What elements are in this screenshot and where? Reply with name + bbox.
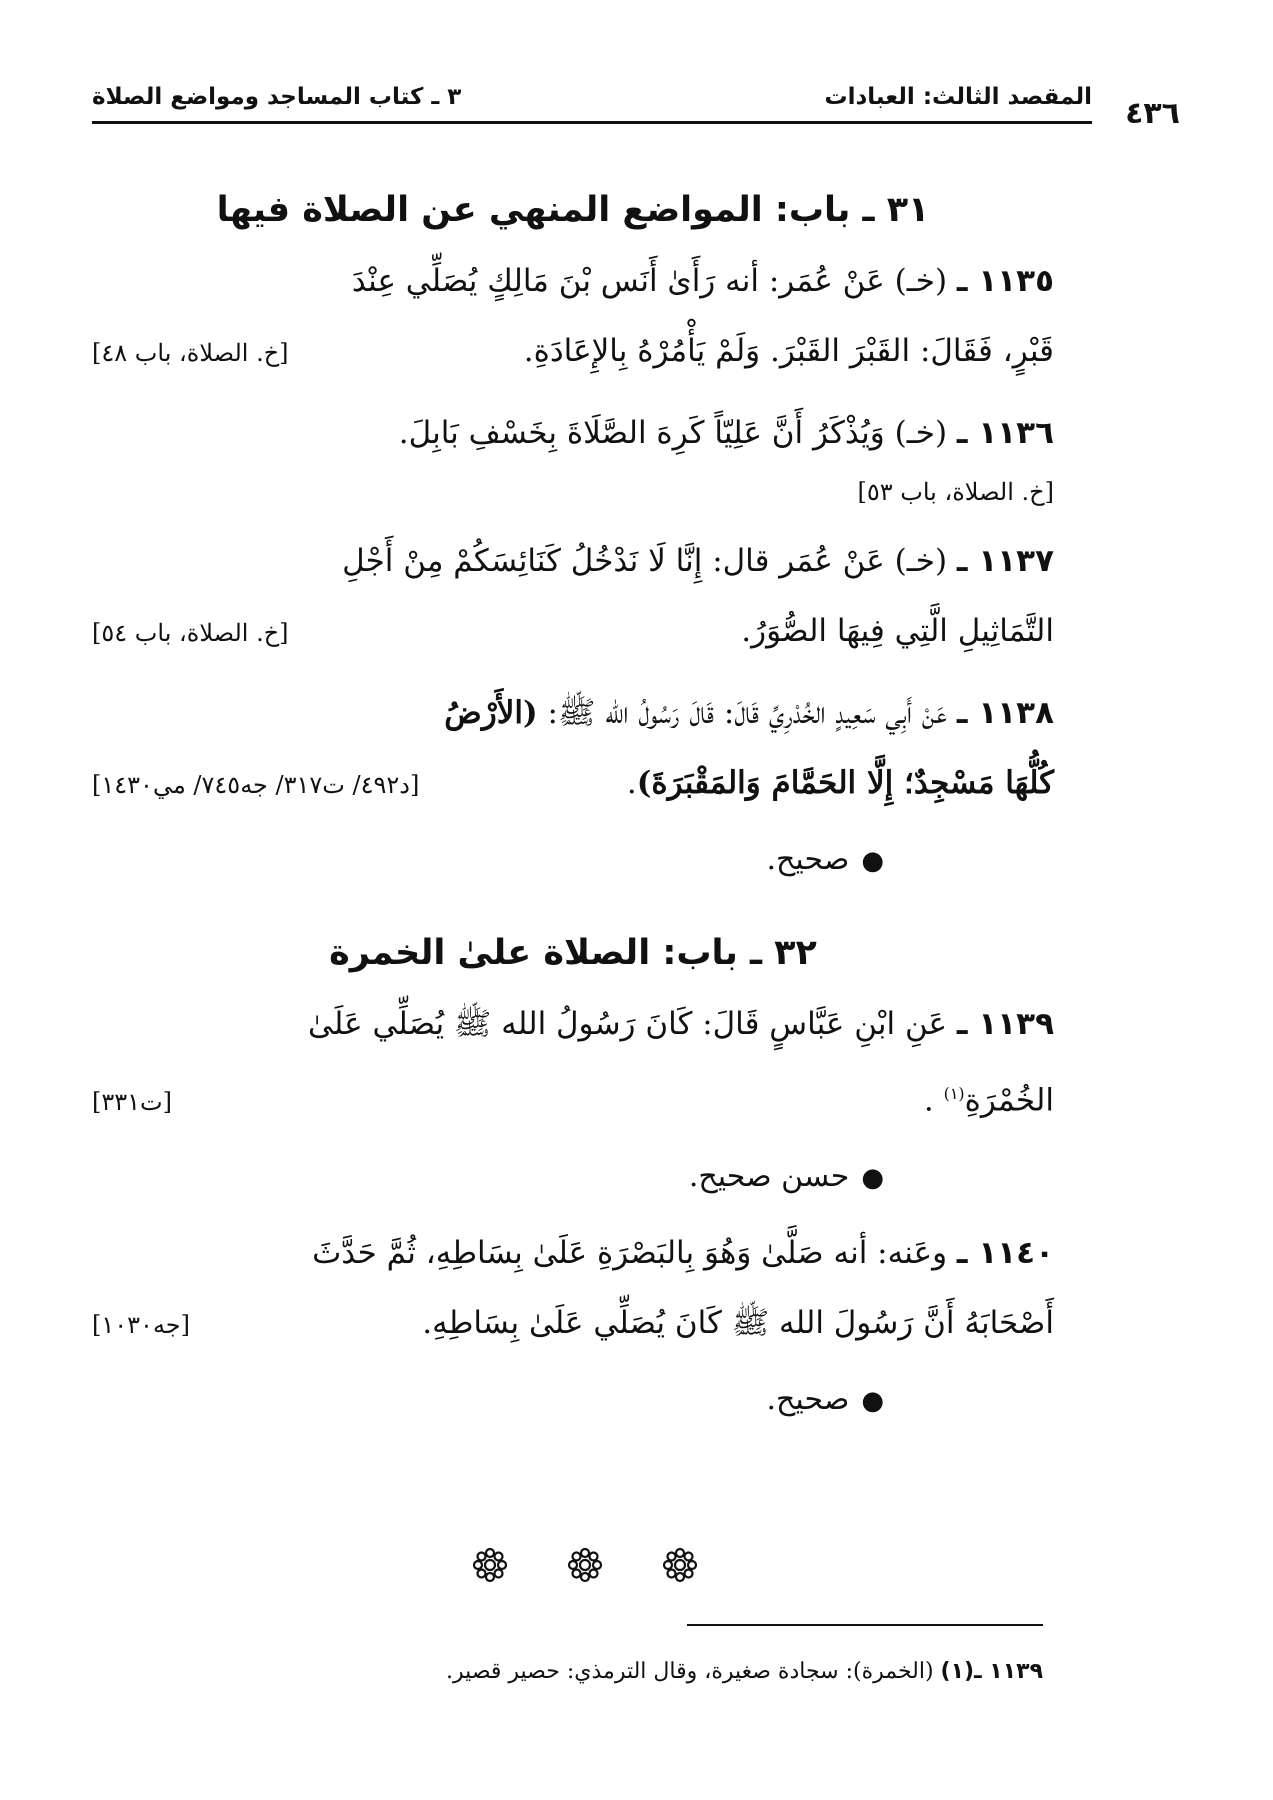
hadith-1137: [92, 526, 1054, 668]
hadith-line: كُلُّهَا مَسْجِدٌ؛ إِلَّا الحَمَّامَ وَالمَقْبَرَةَ). [د٤٩٢/ ت٣١٧/ جه٧٤٥/ مي١٤٣٠]: [92, 748, 1054, 820]
prophetic-quote: (الأَرْضُ: [444, 695, 538, 731]
hadith-number: ١١٣٩ ـ: [956, 1006, 1054, 1042]
source-reference: [خ. الصلاة، باب ٤٨]: [92, 339, 289, 367]
footnote-rule: [687, 1624, 1043, 1626]
page-number: ٤٣٦: [1125, 96, 1180, 131]
flower-ornament-icon: [470, 1545, 510, 1585]
footnote-text: (الخمرة): سجادة صغيرة، وقال الترمذي: حصير قصير.: [446, 1659, 941, 1684]
hadith-line: [92, 596, 1054, 668]
grade-1138: [92, 820, 1054, 901]
grade-text: صحيح.: [766, 1382, 850, 1418]
chapter-heading-31: ٣١ ـ باب: المواضع المنهي عن الصلاة فيها: [216, 190, 930, 230]
hadith-text: الخُمْرَةِ: [964, 1082, 1054, 1119]
prophetic-quote: كُلُّهَا مَسْجِدٌ؛ إِلَّا الحَمَّامَ وَالمَقْبَرَةَ): [636, 765, 1054, 801]
source-reference: [خ. الصلاة، باب ٥٤]: [92, 619, 289, 647]
hadith-1139: [92, 989, 1054, 1137]
section-end-ornaments: [470, 1545, 700, 1585]
hadith-1140: [92, 1218, 1054, 1360]
hadith-number: ١١٣٧ ـ: [956, 543, 1054, 579]
flower-ornament-icon: [660, 1545, 700, 1585]
hadith-1135: [92, 246, 1054, 388]
hadith-number: ١١٣٦ ـ: [956, 415, 1054, 451]
hadith-text: (خـ) عَنْ عُمَر قال: إِنَّا لَا نَدْخُلُ كَنَائِسَكُمْ مِنْ أَجْلِ: [342, 543, 948, 579]
running-header: [92, 84, 1180, 131]
source-reference: [جه١٠٣٠]: [92, 1311, 191, 1340]
hadith-line: [92, 316, 1054, 388]
hadith-1136: [92, 398, 1054, 468]
header-rule: [92, 121, 1092, 124]
part-title: المقصد الثالث: العبادات: [824, 84, 1092, 110]
hadith-text: (خـ) وَيُذْكَرُ أَنَّ عَلِيّاً كَرِهَ الصَّلَاةَ بِخَسْفِ بَابِلَ.: [398, 415, 948, 451]
grade-text: صحيح.: [766, 842, 850, 877]
flower-ornament-icon: [565, 1545, 605, 1585]
hadith-line: [92, 246, 1054, 316]
hadith-text: عَنِ ابْنِ عَبَّاسٍ قَالَ: كَانَ رَسُولُ الله ﷺ يُصَلِّي عَلَىٰ: [308, 1006, 948, 1042]
bullet-icon: ●: [861, 1386, 884, 1417]
hadith-text: أَصْحَابَهُ أَنَّ رَسُولَ الله ﷺ كَانَ يُصَلِّي عَلَىٰ بِسَاطِهِ.: [422, 1305, 1054, 1342]
hadith-text: عَنْ أَبِي سَعِيدٍ الخُدْرِيِّ قَالَ: قَالَ رَسُولُ الله ﷺ:: [537, 695, 948, 731]
hadith-text: وعَنه: أنه صَلَّىٰ وَهُوَ بِالبَصْرَةِ عَلَىٰ بِسَاطِهِ، ثُمَّ حَدَّثَ: [312, 1235, 948, 1272]
hadith-line: [92, 398, 1054, 468]
hadith-text: التَّمَاثِيلِ الَّتِي فِيهَا الصُّوَرُ.: [741, 613, 1054, 649]
source-reference: [ت٣٣١]: [92, 1088, 173, 1117]
footnote-number: ١١٣٩ ـ(١): [940, 1659, 1043, 1684]
bullet-icon: ●: [861, 846, 884, 876]
hadith-number: ١١٣٨ ـ: [956, 695, 1054, 731]
grade-1139: [92, 1137, 1054, 1218]
source-reference: [خ. الصلاة، باب ٥٣]: [857, 478, 1054, 506]
hadith-line: [92, 1218, 1054, 1288]
hadith-line: [92, 989, 1054, 1059]
footnote: [263, 1655, 1043, 1689]
hadith-1138: [92, 678, 1054, 820]
hadith-line: الخُمْرَةِ$^{(١)}$ . [ت٣٣١]: [92, 1059, 1054, 1137]
hadith-line: [92, 1288, 1054, 1360]
bullet-icon: ●: [861, 1163, 884, 1194]
source-reference: [د٤٩٢/ ت٣١٧/ جه٧٤٥/ مي١٤٣٠]: [92, 771, 420, 799]
book-title: ٣ ـ كتاب المساجد ومواضع الصلاة: [92, 84, 462, 110]
hadith-line: [92, 678, 1054, 748]
grade-1140: [92, 1360, 1054, 1441]
footnote-marker[interactable]: (١): [943, 1084, 965, 1103]
hadith-number: ١١٤٠ ـ: [956, 1235, 1054, 1272]
main-text: [92, 180, 1054, 1441]
hadith-line: [92, 526, 1054, 596]
chapter-heading-32: ٣٢ ـ باب: الصلاة علىٰ الخمرة: [329, 933, 817, 973]
grade-text: حسن صحيح.: [688, 1159, 850, 1195]
hadith-number: ١١٣٥ ـ: [956, 263, 1054, 299]
hadith-text: (خـ) عَنْ عُمَر: أنه رَأَىٰ أَنَس بْنَ مَالِكٍ يُصَلِّي عِنْدَ: [351, 263, 948, 299]
hadith-text: قَبْرٍ، فَقَالَ: القَبْرَ القَبْرَ. وَلَمْ يَأْمُرْهُ بِالإِعَادَةِ.: [523, 333, 1054, 369]
